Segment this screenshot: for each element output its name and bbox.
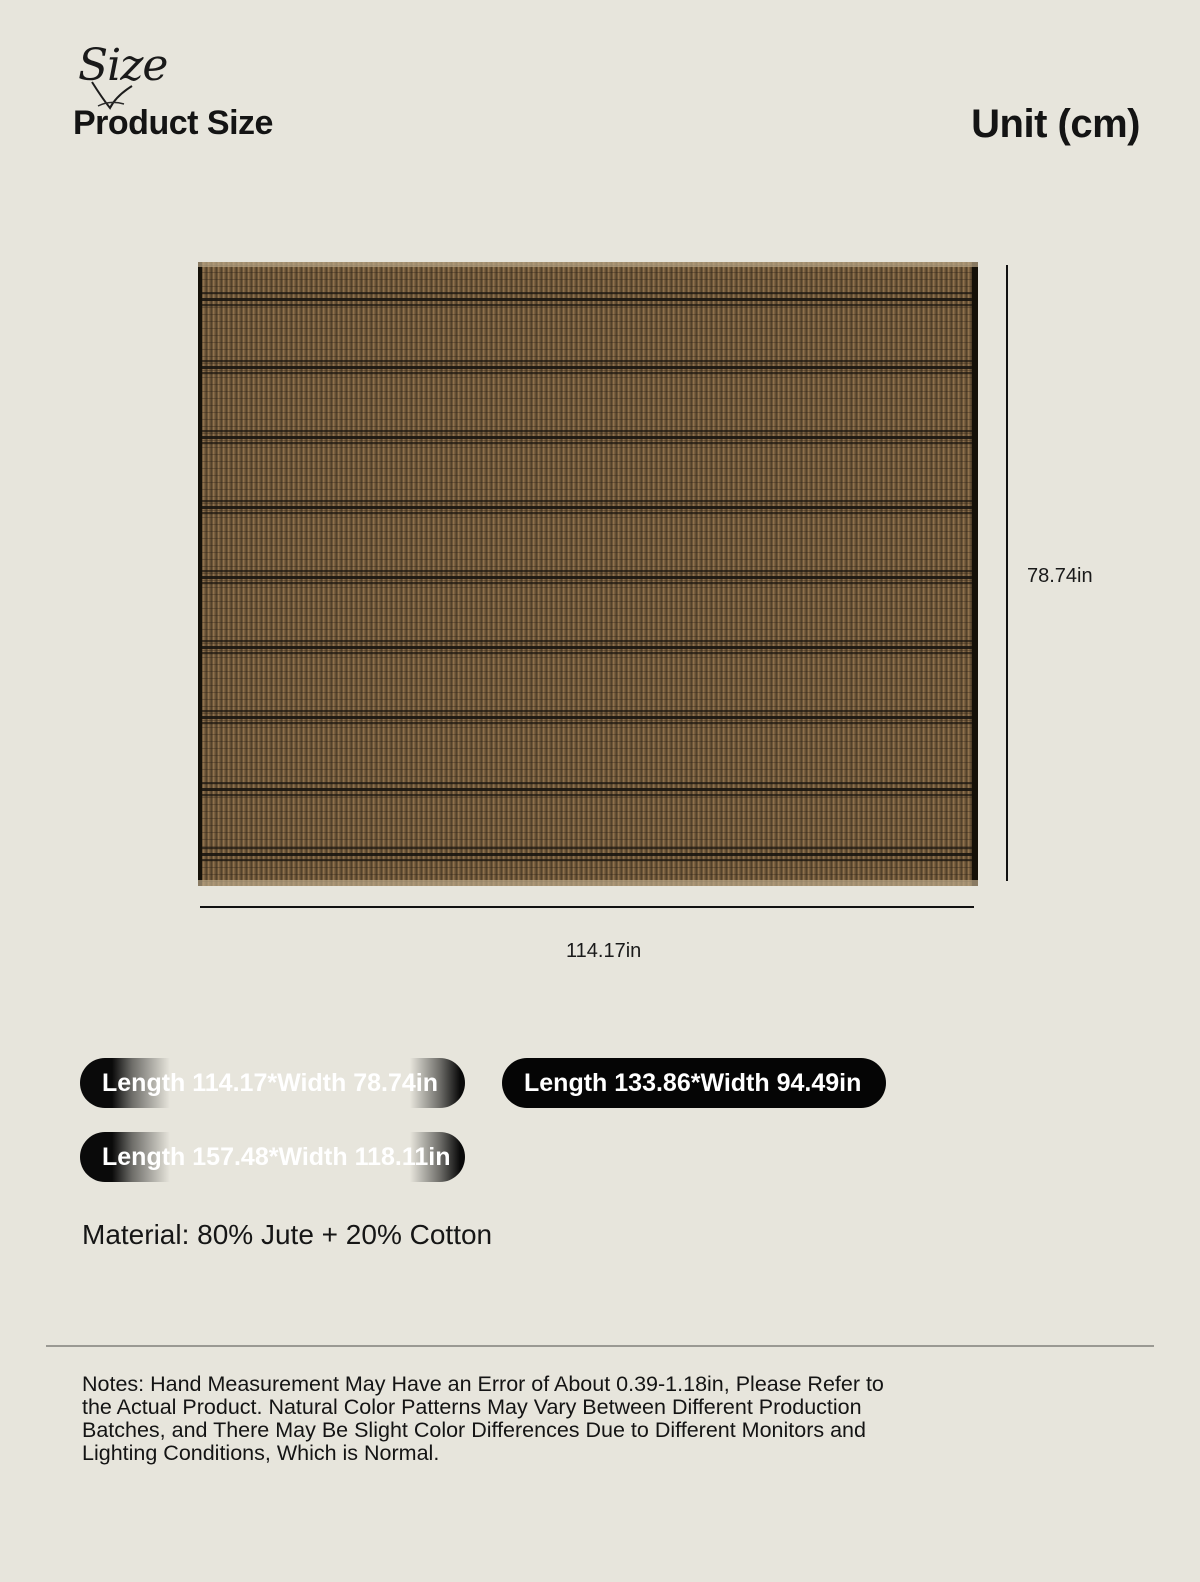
- notes-text: Notes: Hand Measurement May Have an Error of About 0.39-1.18in, Please Refer to the Actual Product. Natural Color Patterns May Vary Between Different Production Batches, and There May Be Slight Color Differences Due to Different Monitors and Lighting Conditions, Which is Normal.: [82, 1372, 884, 1465]
- rug-stripe-line: [198, 722, 978, 724]
- rug-stripe-line: [198, 442, 978, 444]
- rug-stripe-line: [198, 859, 978, 861]
- rug-stripe-line: [198, 582, 978, 584]
- size-option-157x118[interactable]: [80, 1132, 465, 1182]
- page-title: Product Size: [73, 104, 273, 142]
- rug-stripe-line: [198, 782, 978, 784]
- length-dimension-label: 114.17in: [566, 940, 642, 962]
- length-dimension-line: [200, 906, 974, 908]
- rug-stripe-line: [198, 646, 978, 649]
- size-option-133x94[interactable]: [502, 1058, 886, 1108]
- rug-stripe-line: [198, 570, 978, 572]
- height-dimension-line: [1006, 265, 1008, 881]
- unit-label: Unit (cm): [971, 102, 1140, 146]
- rug-stripe-line: [198, 292, 978, 294]
- rug-image: [198, 262, 978, 886]
- rug-stripe-line: [198, 710, 978, 712]
- rug-stripe-line: [198, 304, 978, 306]
- rug-stripe-line: [198, 366, 978, 369]
- rug-stripe-line: [198, 506, 978, 509]
- size-option-label: Length 157.48*Width 118.11in: [102, 1143, 451, 1171]
- rug-stripe-line: [198, 500, 978, 502]
- rug-stripe-line: [198, 716, 978, 719]
- divider: [46, 1345, 1154, 1347]
- rug-stripe-line: [198, 360, 978, 362]
- rug-stripe-line: [198, 512, 978, 514]
- rug-stripe-line: [198, 853, 978, 856]
- size-option-114x78[interactable]: [80, 1058, 465, 1108]
- height-dimension-label: 78.74in: [1027, 565, 1093, 587]
- rug-stripe-line: [198, 298, 978, 301]
- rug-stripe-line: [198, 576, 978, 579]
- size-option-label: Length 133.86*Width 94.49in: [524, 1069, 862, 1097]
- rug-stripe-line: [198, 788, 978, 791]
- size-script-heading: Size: [78, 40, 168, 91]
- rug-stripe-line: [198, 652, 978, 654]
- rug-stripe-line: [198, 847, 978, 849]
- size-option-label: Length 114.17*Width 78.74in: [102, 1069, 438, 1097]
- material-text: Material: 80% Jute + 20% Cotton: [82, 1219, 493, 1250]
- rug-stripe-line: [198, 430, 978, 432]
- rug-stripe-line: [198, 794, 978, 796]
- rug-stripe-line: [198, 640, 978, 642]
- rug-stripe-line: [198, 436, 978, 439]
- rug-stripe-line: [198, 372, 978, 374]
